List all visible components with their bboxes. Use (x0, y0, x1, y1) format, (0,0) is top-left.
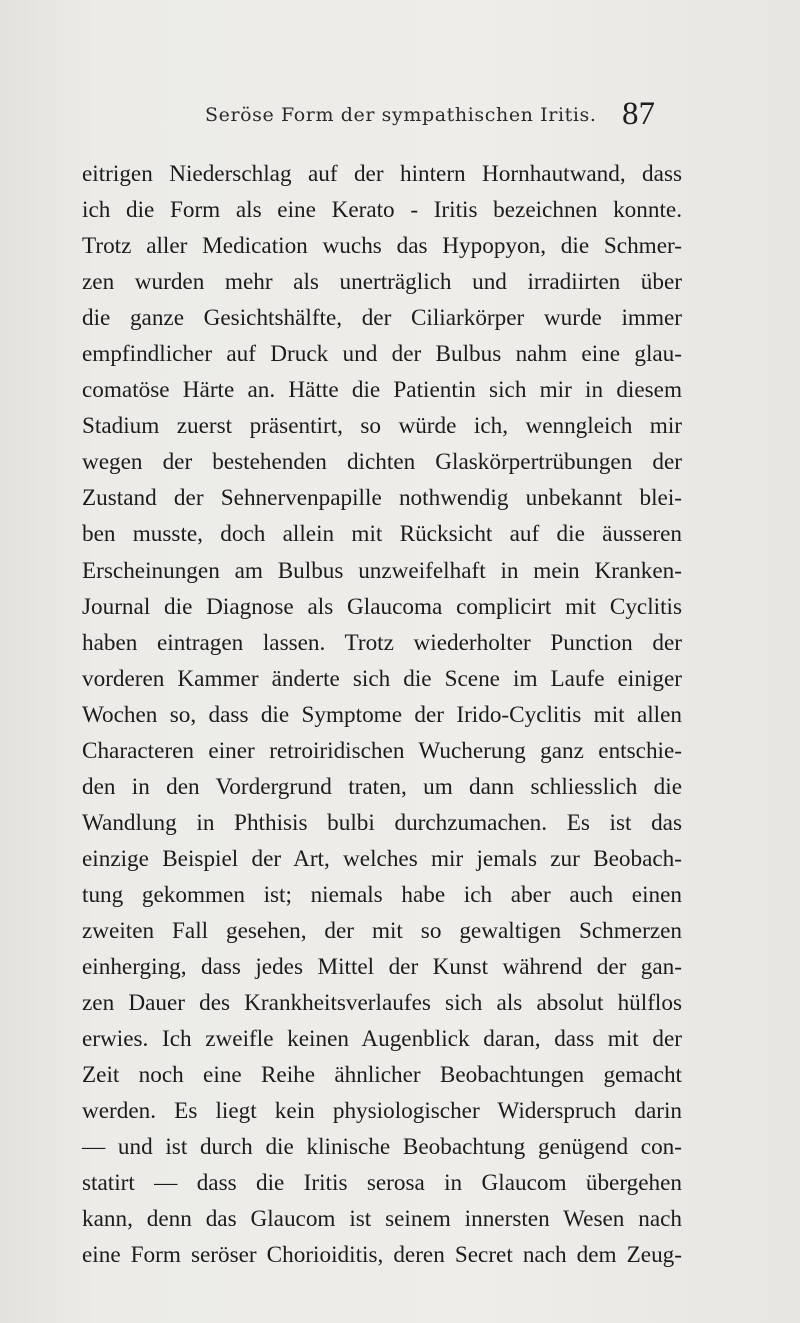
text-line: ben musste, doch allein mit Rücksicht auf die äusseren (82, 521, 682, 548)
text-line: einzige Beispiel der Art, welches mir jemals zur Beobach- (82, 845, 682, 872)
page-header (0, 96, 800, 136)
text-line: statirt — dass die Iritis serosa in Glaucom übergehen (82, 1170, 682, 1197)
text-line: erwies. Ich zweifle keinen Augenblick daran, dass mit der (82, 1026, 682, 1053)
text-line: Erscheinungen am Bulbus unzweifelhaft in mein Kranken- (82, 557, 682, 584)
text-line: zen Dauer des Krankheitsverlaufes sich als absolut hülflos (82, 990, 682, 1017)
text-line: zweiten Fall gesehen, der mit so gewaltigen Schmerzen (82, 917, 682, 944)
text-line: wegen der bestehenden dichten Glaskörpertrübungen der (82, 449, 682, 476)
text-line: Characteren einer retroiridischen Wucherung ganz entschie- (82, 737, 682, 764)
running-title: Seröse Form der sympathischen Iritis. (205, 104, 597, 126)
text-line: haben eintragen lassen. Trotz wiederholter Punction der (82, 629, 682, 656)
text-line: Trotz aller Medication wuchs das Hypopyon, die Schmer- (82, 233, 682, 260)
body-text (82, 156, 682, 1273)
text-line: tung gekommen ist; niemals habe ich aber auch einen (82, 881, 682, 908)
text-line: vorderen Kammer änderte sich die Scene im Laufe einiger (82, 665, 682, 692)
text-line: Zustand der Sehnervenpapille nothwendig unbekannt blei- (82, 485, 682, 512)
text-line: Wochen so, dass die Symptome der Irido-Cyclitis mit allen (82, 701, 682, 728)
text-line: zen wurden mehr als unerträglich und irradiirten über (82, 269, 682, 296)
text-line: Zeit noch eine Reihe ähnlicher Beobachtungen gemacht (82, 1062, 682, 1089)
text-line: Wandlung in Phthisis bulbi durchzumachen. Es ist das (82, 809, 682, 836)
text-line: Stadium zuerst präsentirt, so würde ich, wenngleich mir (82, 413, 682, 440)
text-line: die ganze Gesichtshälfte, der Ciliarkörper wurde immer (82, 305, 682, 332)
text-line: ich die Form als eine Kerato - Iritis bezeichnen konnte. (82, 197, 682, 224)
text-line: empfindlicher auf Druck und der Bulbus nahm eine glau- (82, 341, 682, 368)
page-number: 87 (622, 96, 655, 132)
text-line: comatöse Härte an. Hätte die Patientin sich mir in diesem (82, 377, 682, 404)
text-line: einherging, dass jedes Mittel der Kunst während der gan- (82, 954, 682, 981)
text-line: eitrigen Niederschlag auf der hintern Hornhautwand, dass (82, 161, 682, 187)
text-line: eine Form seröser Chorioiditis, deren Secret nach dem Zeug- (82, 1242, 682, 1269)
text-line: kann, denn das Glaucom ist seinem innersten Wesen nach (82, 1206, 682, 1233)
text-line: Journal die Diagnose als Glaucoma complicirt mit Cyclitis (82, 593, 682, 620)
text-line: werden. Es liegt kein physiologischer Widerspruch darin (82, 1098, 682, 1125)
text-line: den in den Vordergrund traten, um dann schliesslich die (82, 773, 682, 800)
text-line: — und ist durch die klinische Beobachtung genügend con- (82, 1134, 682, 1161)
